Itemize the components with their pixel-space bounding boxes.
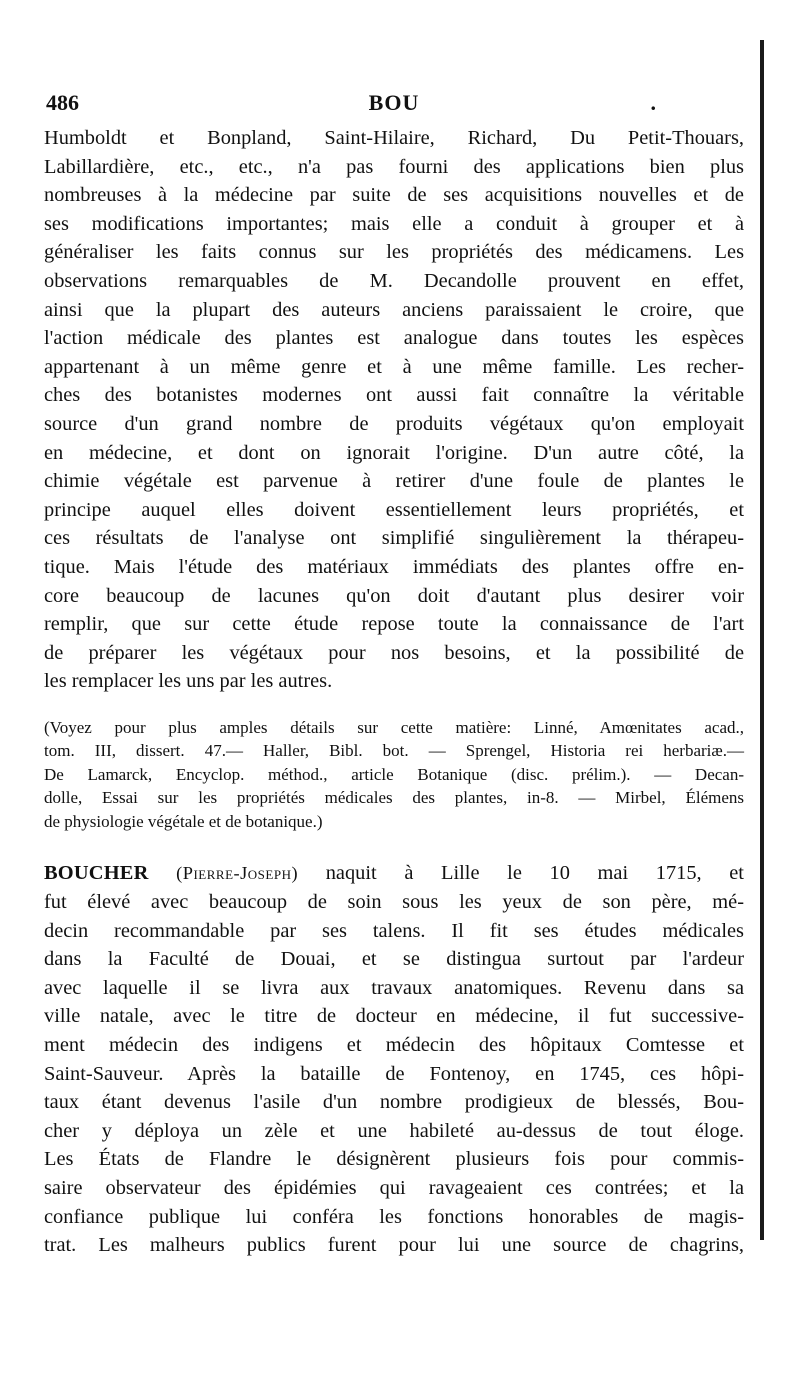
text-line: nombreuses à la médecine par suite de ses acquisitions nouvelles et de xyxy=(44,184,744,207)
text-line: ces résultats de l'analyse ont simplifié singulièrement la thérapeu- xyxy=(44,527,744,550)
page-edge-rule xyxy=(760,40,764,1240)
page-header xyxy=(44,90,744,124)
entry-first-line-text: naquit à Lille le 10 mai 1715, et xyxy=(325,862,744,885)
text-line: confiance publique lui conféra les fonctions honorables de magis- xyxy=(44,1205,744,1228)
text-line: Humboldt et Bonpland, Saint-Hilaire, Richard, Du Petit-Thouars, xyxy=(44,127,744,149)
running-head: BOU xyxy=(368,90,420,115)
text-line: (Voyez pour plus amples détails sur cette matière: Linné, Amœnitates acad., xyxy=(44,717,744,737)
page-number: 486 xyxy=(46,90,79,115)
text-line: chimie végétale est parvenue à retirer d'une foule de plantes le xyxy=(44,470,744,493)
text-line: De Lamarck, Encyclop. méthod., article Botanique (disc. prélim.). — Decan- xyxy=(44,764,744,784)
text-line: Labillardière, etc., etc., n'a pas fourni des applications bien plus xyxy=(44,155,744,178)
text-line: core beaucoup de lacunes qu'on doit d'autant plus desirer voir xyxy=(44,584,744,607)
text-line: ment médecin des indigens et médecin des hôpitaux Comtesse et xyxy=(44,1033,744,1056)
text-line: source d'un grand nombre de produits végétaux qu'on employait xyxy=(44,412,744,435)
text-line: généraliser les faits connus sur les propriétés des médicamens. Les xyxy=(44,241,744,264)
text-line: de physiologie végétale et de botanique.) xyxy=(44,811,323,831)
text-line: tom. III, dissert. 47.— Haller, Bibl. bot. — Sprengel, Historia rei herbariæ.— xyxy=(44,741,744,761)
text-line: avec laquelle il se livra aux travaux anatomiques. Revenu dans sa xyxy=(44,976,744,999)
text-line: cher y déploya un zèle et une habileté au-dessus de tout éloge. xyxy=(44,1119,744,1142)
text-line: dans la Faculté de Douai, et se distingua surtout par l'ardeur xyxy=(44,948,744,971)
text-line: ches des botanistes modernes ont aussi fait connaître la véritable xyxy=(44,384,744,407)
text-line: principe auquel elles doivent essentiellement leurs propriétés, et xyxy=(44,498,744,521)
entry-lines xyxy=(44,888,744,1260)
text-line: observations remarquables de M. Decandolle prouvent en effet, xyxy=(44,269,744,292)
entry-name: BOUCHER xyxy=(44,862,149,885)
text-line: Saint-Sauveur. Après la bataille de Fontenoy, en 1745, ces hôpi- xyxy=(44,1062,744,1085)
bibliographic-note xyxy=(44,716,744,834)
text-line: l'action médicale des plantes est analogue dans toutes les espèces xyxy=(44,327,744,350)
text-line: tique. Mais l'étude des matériaux immédiats des plantes offre en- xyxy=(44,555,744,578)
text-line: de préparer les végétaux pour nos besoins, et la possibilité de xyxy=(44,641,744,664)
text-line: ses modifications importantes; mais elle a conduit à grouper et à xyxy=(44,212,744,235)
text-line: Les États de Flandre le désignèrent plusieurs fois pour commis- xyxy=(44,1148,744,1171)
text-line: taux étant devenus l'asile d'un nombre prodigieux de blessés, Bou- xyxy=(44,1091,744,1114)
text-line: decin recommandable par ses talens. Il fit ses études médicales xyxy=(44,919,744,942)
text-line: fut élevé avec beaucoup de soin sous les yeux de son père, mé- xyxy=(44,890,744,913)
text-line: saire observateur des épidémies qui ravageaient ces contrées; et la xyxy=(44,1176,744,1199)
text-line: en médecine, et dont on ignorait l'origine. D'un autre côté, la xyxy=(44,441,744,464)
entry-first-line xyxy=(44,859,744,888)
text-line: les remplacer les uns par les autres. xyxy=(44,670,333,693)
text-line: trat. Les malheurs publics furent pour lui une source de chagrins, xyxy=(44,1234,744,1257)
text-line: dolle, Essai sur les propriétés médicales des plantes, in-8. — Mirbel, Élémens xyxy=(44,788,744,808)
text-line: appartenant à un même genre et à une même famille. Les recher- xyxy=(44,355,744,378)
book-page xyxy=(44,90,744,1260)
entry-given-names: (Pierre-Joseph) xyxy=(176,863,299,884)
text-line: ville natale, avec le titre de docteur en médecine, il fut successive- xyxy=(44,1005,744,1028)
body-paragraph xyxy=(44,124,744,696)
text-line: ainsi que la plupart des auteurs anciens paraissaient le croire, que xyxy=(44,298,744,321)
header-dot: . xyxy=(650,90,656,115)
biography-entry xyxy=(44,859,744,1259)
text-line: remplir, que sur cette étude repose toute la connaissance de l'art xyxy=(44,613,744,636)
